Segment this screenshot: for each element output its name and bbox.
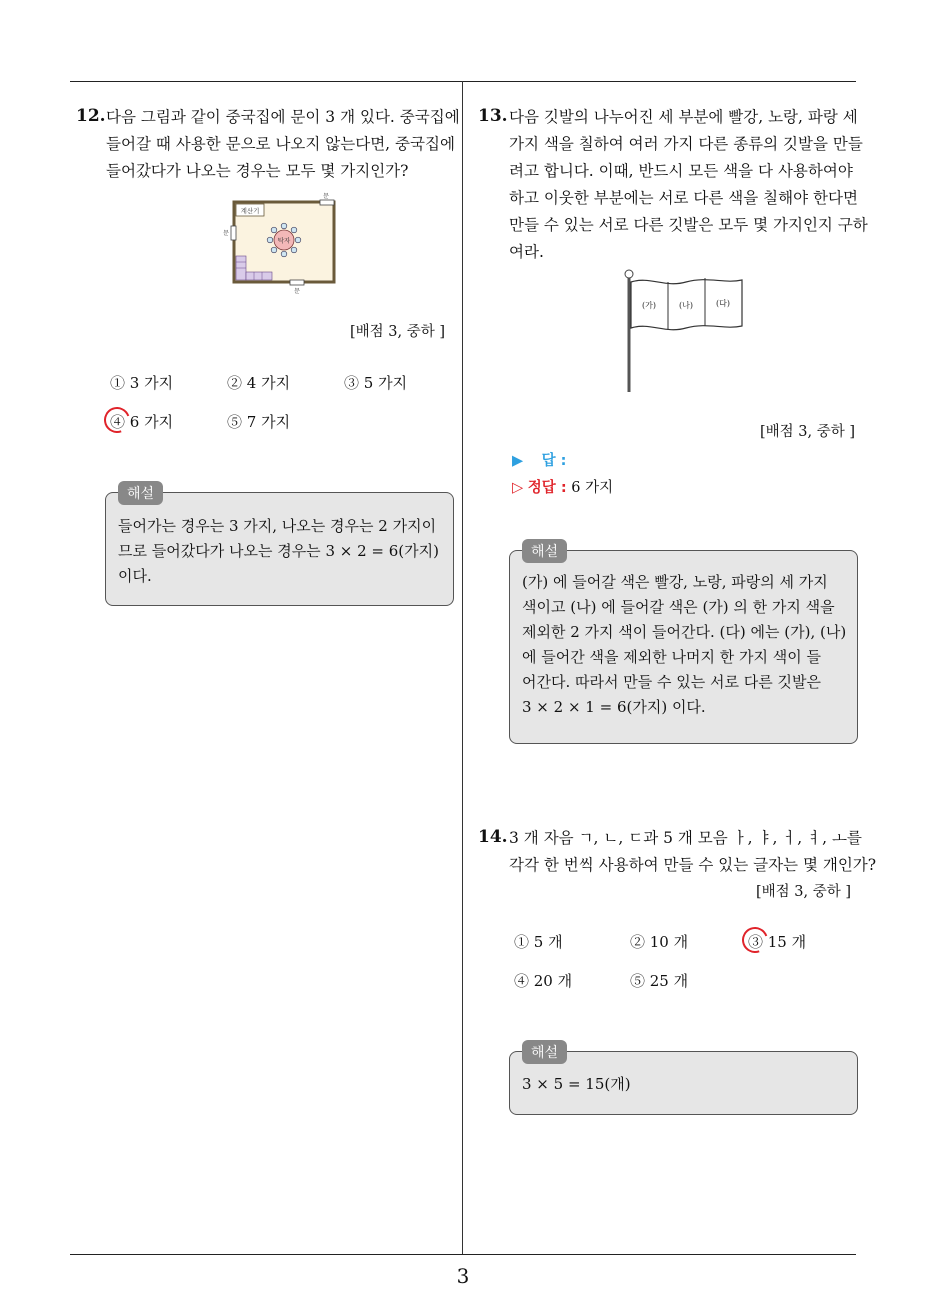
solution-text-line: 므로 들어갔다가 나오는 경우는 3 × 2 = 6(가지) [118, 542, 439, 560]
solution-text-line: 들어가는 경우는 3 가지, 나오는 경우는 2 가지이 [118, 517, 437, 535]
table-label: 탁자 [277, 236, 291, 245]
play-icon: ▶ [512, 453, 524, 469]
column-divider [462, 81, 463, 1254]
question-text-line: 다음 그림과 같이 중국집에 문이 3 개 있다. 중국집에 [106, 108, 460, 126]
question-text-line: 려고 합니다. 이때, 반드시 모든 색을 다 사용하여야 [509, 162, 853, 180]
counter-label: 계산기 [240, 207, 260, 215]
question-text-line: 여라. [509, 243, 544, 261]
question-text-line: 가지 색을 칠하여 여러 가지 다른 종류의 깃발을 만들 [509, 135, 863, 153]
question-number: 14. [478, 827, 508, 847]
correct-answer-value: 6 가지 [571, 480, 614, 496]
page-number: 3 [456, 1264, 470, 1288]
choice-1[interactable]: ① 5 개 [514, 933, 563, 951]
answer-label: 답 : [541, 453, 567, 469]
correct-answer-row [512, 476, 613, 497]
door-label: 문 [223, 230, 229, 237]
question-text-line: 하고 이웃한 부분에는 서로 다른 색을 칠해야 한다면 [509, 189, 858, 207]
question-text-line: 만들 수 있는 서로 다른 깃발은 모두 몇 가지인지 구하 [509, 216, 868, 234]
solution-tag: 해설 [522, 539, 567, 563]
question-text-line: 들어갈 때 사용한 문으로 나오지 않는다면, 중국집에 [106, 135, 455, 153]
flag-figure [620, 268, 744, 394]
bottom-rule [70, 1254, 856, 1255]
restaurant-floor-plan [222, 192, 344, 296]
solution-text-line: 에 들어간 색을 제외한 나머지 한 가지 색이 들 [522, 648, 821, 666]
solution-tag: 해설 [522, 1040, 567, 1064]
question-number: 12. [76, 106, 106, 126]
solution-text-line: (가) 에 들어갈 색은 빨강, 노랑, 파랑의 세 가지 [522, 573, 828, 591]
answer-mark-circle [738, 923, 773, 958]
choice-2[interactable]: ② 10 개 [630, 933, 689, 951]
solution-box [509, 550, 858, 744]
solution-box [105, 492, 454, 606]
choice-3[interactable]: ③ 15 개 [748, 933, 807, 951]
choice-1[interactable]: ① 3 가지 [110, 374, 174, 392]
question-text-line: 들어갔다가 나오는 경우는 모두 몇 가지인가? [106, 162, 409, 180]
flag-region-label: (다) [716, 299, 730, 308]
answer-row [512, 449, 566, 470]
solution-text-line: 어간다. 따라서 만들 수 있는 서로 다른 깃발은 [522, 673, 821, 691]
top-rule [70, 81, 856, 82]
question-text-line: 각각 한 번씩 사용하여 만들 수 있는 글자는 몇 개인가? [509, 856, 877, 874]
flag-region-label: (가) [642, 301, 656, 310]
score-label: [배점 3, 중하 ] [350, 324, 446, 340]
solution-text-line: 3 × 5 = 15(개) [522, 1075, 631, 1093]
door-label: 문 [294, 288, 300, 295]
solution-tag: 해설 [118, 481, 163, 505]
solution-text-line: 제외한 2 가지 색이 들어간다. (다) 에는 (가), (나) [522, 623, 847, 641]
correct-answer-label: 정답 : [527, 480, 567, 496]
choice-3[interactable]: ③ 5 가지 [344, 374, 408, 392]
question-text-line: 3 개 자음 ㄱ, ㄴ, ㄷ과 5 개 모음 ㅏ, ㅑ, ㅓ, ㅕ, ㅗ를 [509, 829, 862, 847]
choice-5[interactable]: ⑤ 7 가지 [227, 413, 291, 431]
choice-4[interactable]: ④ 20 개 [514, 972, 573, 990]
question-number: 13. [478, 106, 508, 126]
score-label: [배점 3, 중하 ] [760, 424, 856, 440]
solution-text-line: 색이고 (나) 에 들어갈 색은 (가) 의 한 가지 색을 [522, 598, 835, 616]
choice-4[interactable]: ④ 6 가지 [110, 413, 174, 431]
choice-5[interactable]: ⑤ 25 개 [630, 972, 689, 990]
solution-text-line: 3 × 2 × 1 = 6(가지) 이다. [522, 698, 706, 716]
solution-text-line: 이다. [118, 567, 152, 585]
question-text-line: 다음 깃발의 나누어진 세 부분에 빨강, 노랑, 파랑 세 [509, 108, 858, 126]
score-label: [배점 3, 중하 ] [756, 884, 852, 900]
flag-region-label: (나) [679, 301, 693, 310]
answer-mark-circle [100, 403, 135, 438]
choice-2[interactable]: ② 4 가지 [227, 374, 291, 392]
triangle-right-icon: ▷ [512, 480, 524, 496]
door-label: 문 [323, 193, 329, 200]
